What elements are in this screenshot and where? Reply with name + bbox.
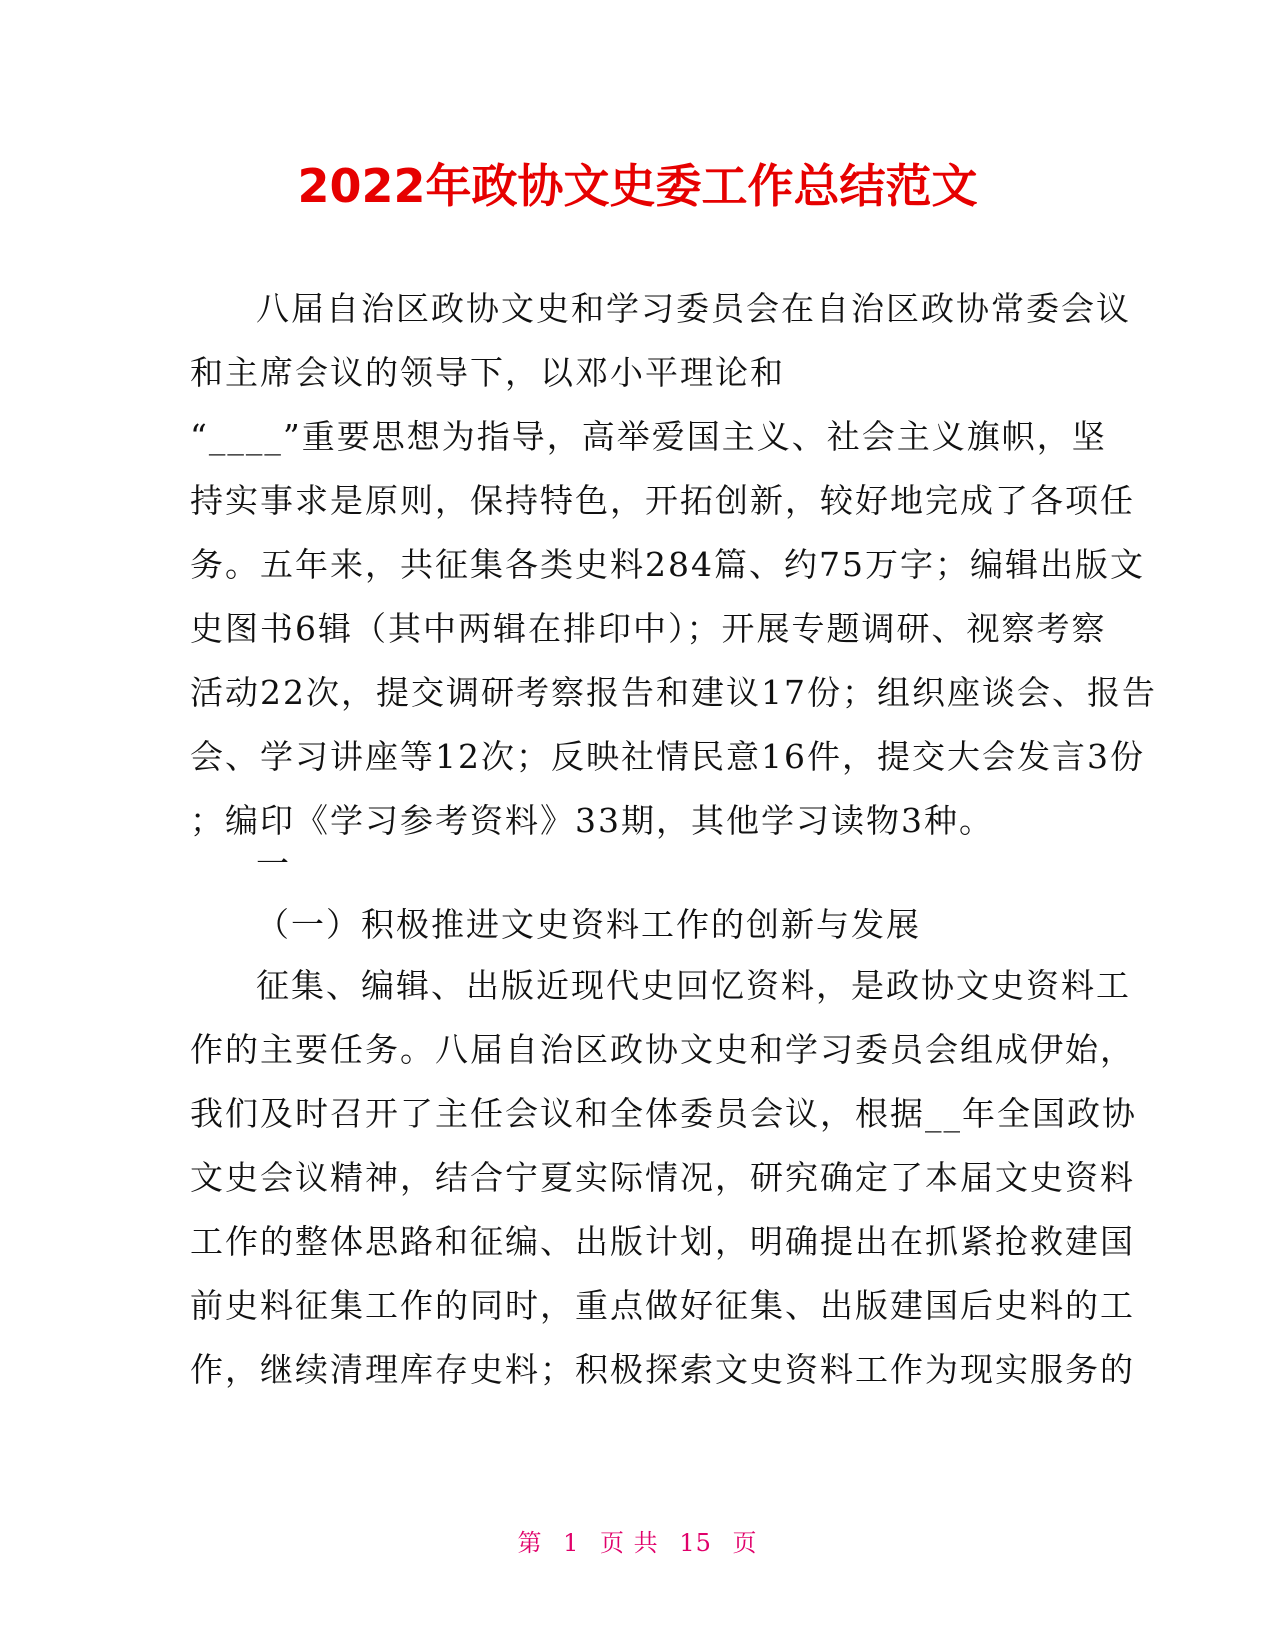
paragraph-line: 作的主要任务。八届自治区政协文史和学习委员会组成伊始，	[190, 1030, 1135, 1069]
paragraph-line: 工作的整体思路和征编、出版计划，明确提出在抓紧抢救建国	[190, 1222, 1135, 1261]
paragraph-line: 我们及时召开了主任会议和全体委员会议，根据__年全国政协	[190, 1094, 1137, 1133]
footer-suffix: 页	[732, 1529, 758, 1557]
section-paragraph	[190, 954, 1137, 1402]
section-marker-block	[190, 832, 1086, 896]
paragraph-line: 文史会议精神，结合宁夏实际情况，研究确定了本届文史资料	[190, 1158, 1135, 1197]
paragraph-line: 和主席会议的领导下，以邓小平理论和	[190, 353, 785, 392]
paragraph-line: “____”重要思想为指导，高举爱国主义、社会主义旗帜，坚	[190, 417, 1107, 456]
footer-page-number: 1	[563, 1529, 580, 1557]
document-title: 2022年政协文史委工作总结范文	[297, 159, 978, 213]
section-heading: （一）积极推进文史资料工作的创新与发展	[256, 905, 921, 944]
paragraph-line: 活动22次，提交调研考察报告和建议17份；组织座谈会、报告	[190, 673, 1157, 712]
paragraph-line: 史图书6辑（其中两辑在排印中）；开展专题调研、视察考察	[190, 609, 1107, 648]
paragraph-line: 征集、编辑、出版近现代史回忆资料，是政协文史资料工	[256, 966, 1131, 1005]
section-marker: 一	[256, 844, 291, 883]
section-heading-block	[190, 893, 1086, 957]
paragraph-line: 会、学习讲座等12次；反映社情民意16件，提交大会发言3份	[190, 737, 1145, 776]
paragraph-line: 作，继续清理库存史料；积极探索文史资料工作为现实服务的	[190, 1350, 1135, 1389]
intro-paragraph	[190, 277, 1157, 853]
paragraph-line: 务。五年来，共征集各类史料284篇、约75万字；编辑出版文	[190, 545, 1145, 584]
footer-middle: 页 共	[600, 1529, 659, 1557]
paragraph-line: 八届自治区政协文史和学习委员会在自治区政协常委会议	[256, 289, 1131, 328]
paragraph-line: 前史料征集工作的同时，重点做好征集、出版建国后史料的工	[190, 1286, 1135, 1325]
footer-prefix: 第	[517, 1529, 543, 1557]
paragraph-line: 持实事求是原则，保持特色，开拓创新，较好地完成了各项任	[190, 481, 1135, 520]
paragraph-line: ；编印《学习参考资料》33期，其他学习读物3种。	[190, 801, 994, 840]
page-footer	[0, 1528, 1275, 1558]
footer-total-pages: 15	[679, 1529, 712, 1557]
